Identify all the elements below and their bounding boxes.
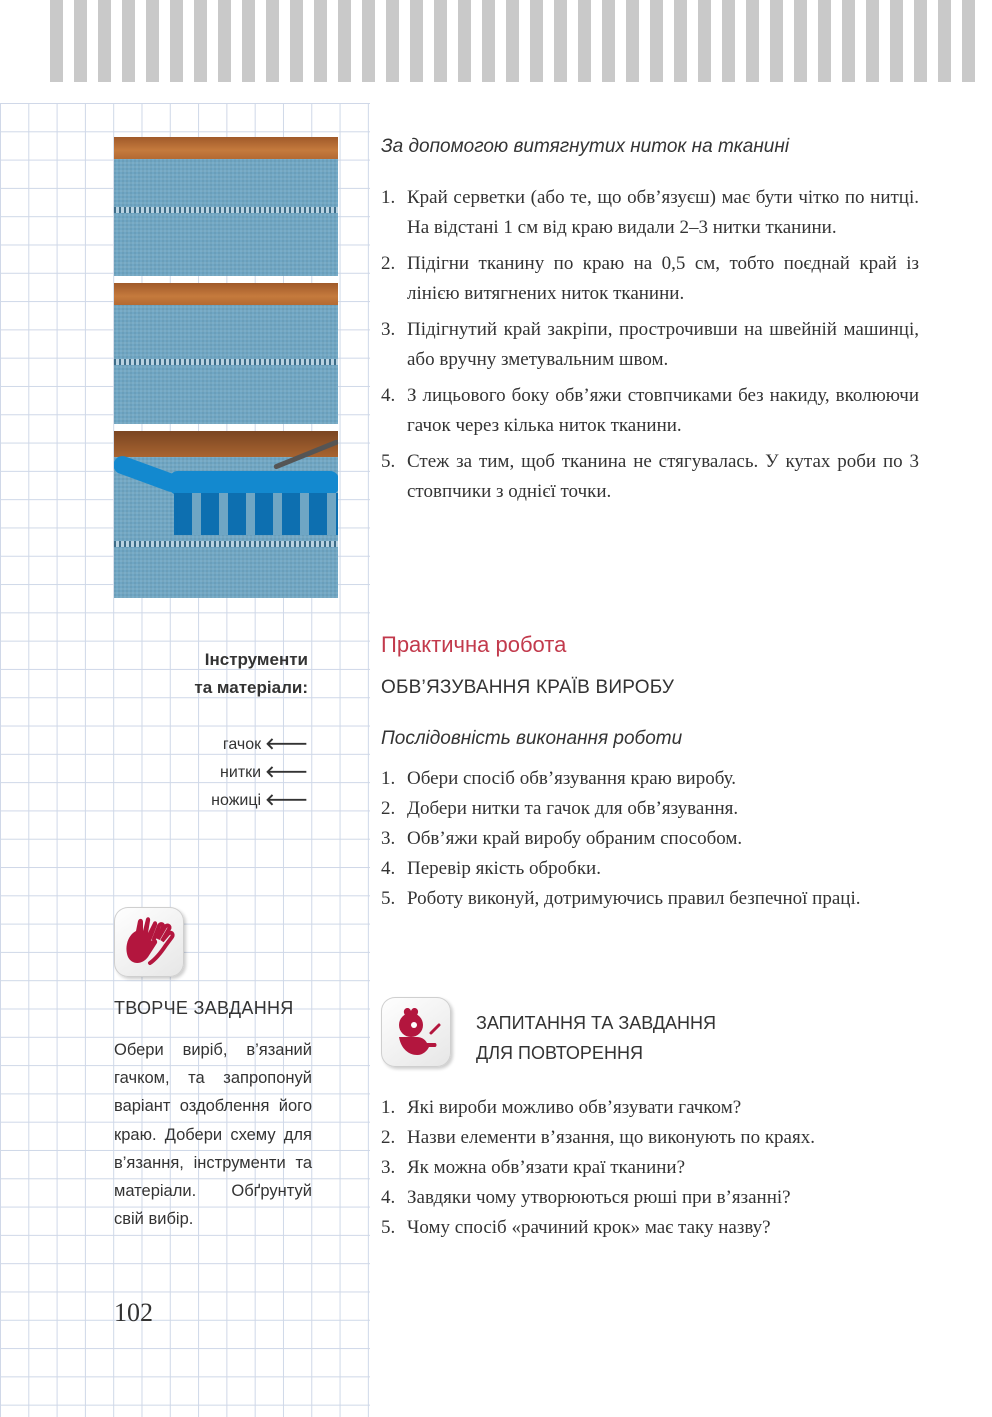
- list-item: 1. Обери спосіб обв’язування краю виробу.: [381, 768, 737, 789]
- list-item: 5. Стеж за тим, щоб тканина не стягувалась. У кутах роби по 3 стовпчики з однієї точки.: [381, 451, 919, 502]
- list-item: 4. Завдяки чому утворюються рюші при в’язанні?: [381, 1187, 791, 1208]
- hands-icon: [114, 907, 184, 977]
- tool-item: ножиці 🡐: [211, 792, 308, 809]
- creative-task-title: ТВОРЧЕ ЗАВДАННЯ: [114, 998, 294, 1018]
- list-item: 4. Перевір якість обробки.: [381, 858, 601, 879]
- list-item: 5. Роботу виконуй, дотримуючись правил безпечної праці.: [381, 888, 861, 909]
- method-heading: За допомогою витягнутих ниток на тканині: [381, 136, 790, 157]
- list-item: 2. Добери нитки та гачок для обв’язування.: [381, 798, 739, 819]
- list-item: 1. Які вироби можливо обв’язувати гачком?: [381, 1097, 742, 1118]
- practical-subtitle: ОБВ’ЯЗУВАННЯ КРАЇВ ВИРОБУ: [381, 677, 675, 698]
- thinking-figure-icon: [381, 997, 451, 1067]
- photo-crochet-edging: [114, 431, 338, 598]
- list-item: 3. Як можна обв’язати краї тканини?: [381, 1157, 686, 1178]
- photo-drawn-threads: [114, 137, 338, 276]
- list-item: 4. З лицьового боку обв’яжи стовпчиками без накиду, вколюючи гачок через кілька ниток тканини.: [381, 385, 919, 436]
- tool-item: гачок 🡐: [222, 736, 308, 753]
- photo-folded-edge: [114, 283, 338, 424]
- top-stripes-decoration: [50, 0, 975, 82]
- tool-item: нитки 🡐: [220, 764, 308, 781]
- left-arrow-icon: 🡐: [265, 736, 308, 753]
- practical-title: Практична робота: [381, 632, 567, 657]
- practical-steps: [381, 764, 919, 914]
- tools-heading: Інструменти та матеріали:: [194, 650, 308, 697]
- list-item: 2. Підігни тканину по краю на 0,5 см, тобто поєднай край із лінією витягнених ниток тканини.: [381, 253, 919, 304]
- list-item: 1. Край серветки (або те, що обв’язуєш) має бути чітко по нитці. На відстані 1 см від краю видали 2–3 нитки тканини.: [381, 187, 919, 238]
- left-arrow-icon: 🡐: [265, 764, 308, 781]
- creative-task-text: Обери виріб, в’язаний гачком, та запропонуй варіант оздоблення його краю. Добери схему для в’язання, інструменти та матеріали. Обґрунтуй свій вибір.: [114, 1041, 312, 1229]
- list-item: 5. Чому спосіб «рачиний крок» має таку назву?: [381, 1217, 771, 1238]
- list-item: 3. Обв’яжи край виробу обраним способом.: [381, 828, 743, 849]
- left-arrow-icon: 🡐: [265, 792, 308, 809]
- sequence-heading: Послідовність виконання роботи: [381, 728, 683, 749]
- page-number: 102: [114, 1298, 153, 1327]
- questions-list: [381, 1093, 841, 1243]
- list-item: 2. Назви елементи в’язання, що виконують по краях.: [381, 1127, 815, 1148]
- method-steps: [381, 183, 919, 507]
- questions-heading: ЗАПИТАННЯ ТА ЗАВДАННЯ ДЛЯ ПОВТОРЕННЯ: [476, 1013, 717, 1063]
- list-item: 3. Підігнутий край закріпи, прострочивши на швейній машинці, або вручну зметувальним швом.: [381, 319, 919, 370]
